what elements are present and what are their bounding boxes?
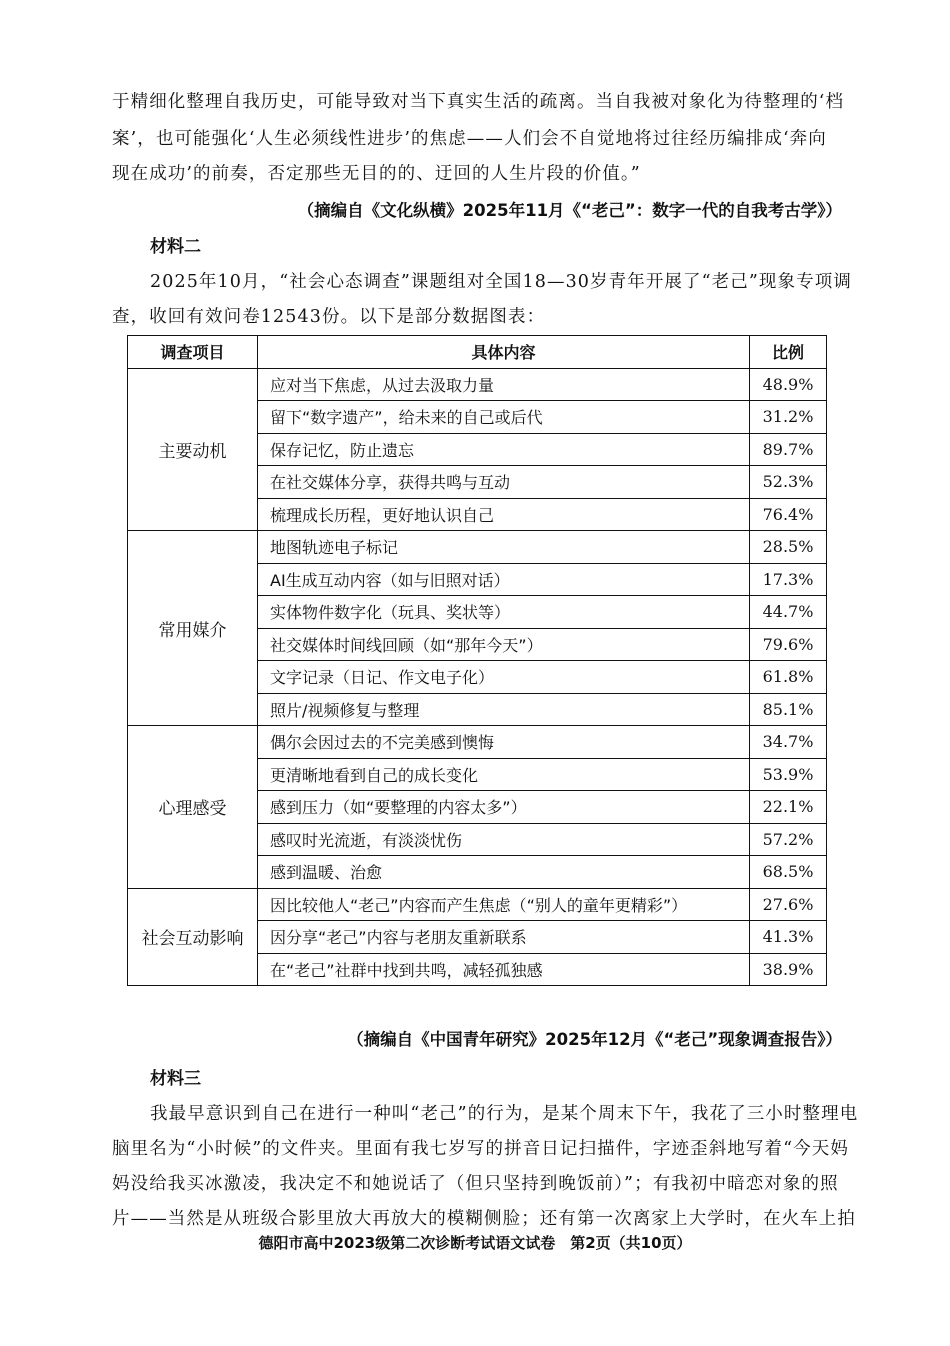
category-cell: 社会互动影响 — [128, 888, 258, 986]
content-cell: 因分享“老己”内容与老朋友重新联系 — [258, 921, 750, 954]
content-cell: 因比较他人“老己”内容而产生焦虑（“别人的童年更精彩”） — [258, 888, 750, 921]
ratio-cell: 27.6% — [750, 888, 827, 921]
content-cell: 保存记忆，防止遗忘 — [258, 433, 750, 466]
material3-line-1: 我最早意识到自己在进行一种叫“老己”的行为，是某个周末下午，我花了三小时整理电 — [150, 1104, 859, 1124]
content-cell: 感叹时光流逝，有淡淡忧伤 — [258, 823, 750, 856]
material2-intro-line-1: 2025年10月，“社会心态调查”课题组对全国18—30岁青年开展了“老己”现象专项调 — [150, 272, 852, 292]
ratio-cell: 48.9% — [750, 368, 827, 401]
ratio-cell: 53.9% — [750, 758, 827, 791]
category-cell: 主要动机 — [128, 368, 258, 531]
ratio-cell: 52.3% — [750, 466, 827, 499]
material2-heading: 材料二 — [150, 237, 201, 257]
ratio-cell: 34.7% — [750, 726, 827, 759]
category-cell: 常用媒介 — [128, 531, 258, 726]
table-header-row — [128, 336, 827, 369]
ratio-cell: 76.4% — [750, 498, 827, 531]
category-cell: 心理感受 — [128, 726, 258, 889]
content-cell: 应对当下焦虑，从过去汲取力量 — [258, 368, 750, 401]
header-ratio: 比例 — [750, 336, 827, 369]
content-cell: 感到温暖、治愈 — [258, 856, 750, 889]
material3-line-2: 脑里名为“小时候”的文件夹。里面有我七岁写的拼音日记扫描件，字迹歪斜地写着“今天妈 — [112, 1139, 849, 1159]
ratio-cell: 79.6% — [750, 628, 827, 661]
ratio-cell: 41.3% — [750, 921, 827, 954]
material2-intro-line-2: 查，收回有效问卷12543份。以下是部分数据图表： — [112, 307, 546, 327]
content-cell: 地图轨迹电子标记 — [258, 531, 750, 564]
page-footer: 德阳市高中2023级第二次诊断考试语文试卷 第2页（共10页） — [258, 1234, 692, 1252]
table-row — [128, 531, 827, 564]
header-item: 调查项目 — [128, 336, 258, 369]
ratio-cell: 57.2% — [750, 823, 827, 856]
ratio-cell: 17.3% — [750, 563, 827, 596]
content-cell: 在“老己”社群中找到共鸣，减轻孤独感 — [258, 953, 750, 986]
content-cell: 社交媒体时间线回顾（如“那年今天”） — [258, 628, 750, 661]
survey-table — [127, 335, 827, 986]
ratio-cell: 31.2% — [750, 401, 827, 434]
table-row — [128, 726, 827, 759]
material3-heading: 材料三 — [150, 1069, 201, 1089]
content-cell: 感到压力（如“要整理的内容太多”） — [258, 791, 750, 824]
ratio-cell: 22.1% — [750, 791, 827, 824]
ratio-cell: 28.5% — [750, 531, 827, 564]
content-cell: 梳理成长历程，更好地认识自己 — [258, 498, 750, 531]
content-cell: 实体物件数字化（玩具、奖状等） — [258, 596, 750, 629]
content-cell: 文字记录（日记、作文电子化） — [258, 661, 750, 694]
material1-line-3: 现在成功’的前奏，否定那些无目的的、迂回的人生片段的价值。” — [112, 164, 641, 184]
material1-line-2: 案’，也可能强化‘人生必须线性进步’的焦虑——人们会不自觉地将过往经历编排成‘奔向 — [112, 129, 827, 149]
content-cell: 在社交媒体分享，获得共鸣与互动 — [258, 466, 750, 499]
table-row — [128, 368, 827, 401]
material1-source: （摘编自《文化纵横》2025年11月《“老己”：数字一代的自我考古学》） — [297, 201, 842, 220]
ratio-cell: 38.9% — [750, 953, 827, 986]
content-cell: 更清晰地看到自己的成长变化 — [258, 758, 750, 791]
material3-line-3: 妈没给我买冰激凌，我决定不和她说话了（但只坚持到晚饭前）”；有我初中暗恋对象的照 — [112, 1174, 839, 1194]
ratio-cell: 85.1% — [750, 693, 827, 726]
material3-line-4: 片——当然是从班级合影里放大再放大的模糊侧脸；还有第一次离家上大学时，在火车上拍 — [112, 1209, 856, 1229]
material2-source: （摘编自《中国青年研究》2025年12月《“老己”现象调查报告》） — [347, 1030, 842, 1049]
header-content: 具体内容 — [258, 336, 750, 369]
material1-line-1: 于精细化整理自我历史，可能导致对当下真实生活的疏离。当自我被对象化为待整理的‘档 — [112, 92, 845, 112]
content-cell: 偶尔会因过去的不完美感到懊悔 — [258, 726, 750, 759]
ratio-cell: 61.8% — [750, 661, 827, 694]
content-cell: 留下“数字遗产”，给未来的自己或后代 — [258, 401, 750, 434]
content-cell: AI生成互动内容（如与旧照对话） — [258, 563, 750, 596]
ratio-cell: 89.7% — [750, 433, 827, 466]
ratio-cell: 68.5% — [750, 856, 827, 889]
ratio-cell: 44.7% — [750, 596, 827, 629]
content-cell: 照片/视频修复与整理 — [258, 693, 750, 726]
table-row — [128, 888, 827, 921]
